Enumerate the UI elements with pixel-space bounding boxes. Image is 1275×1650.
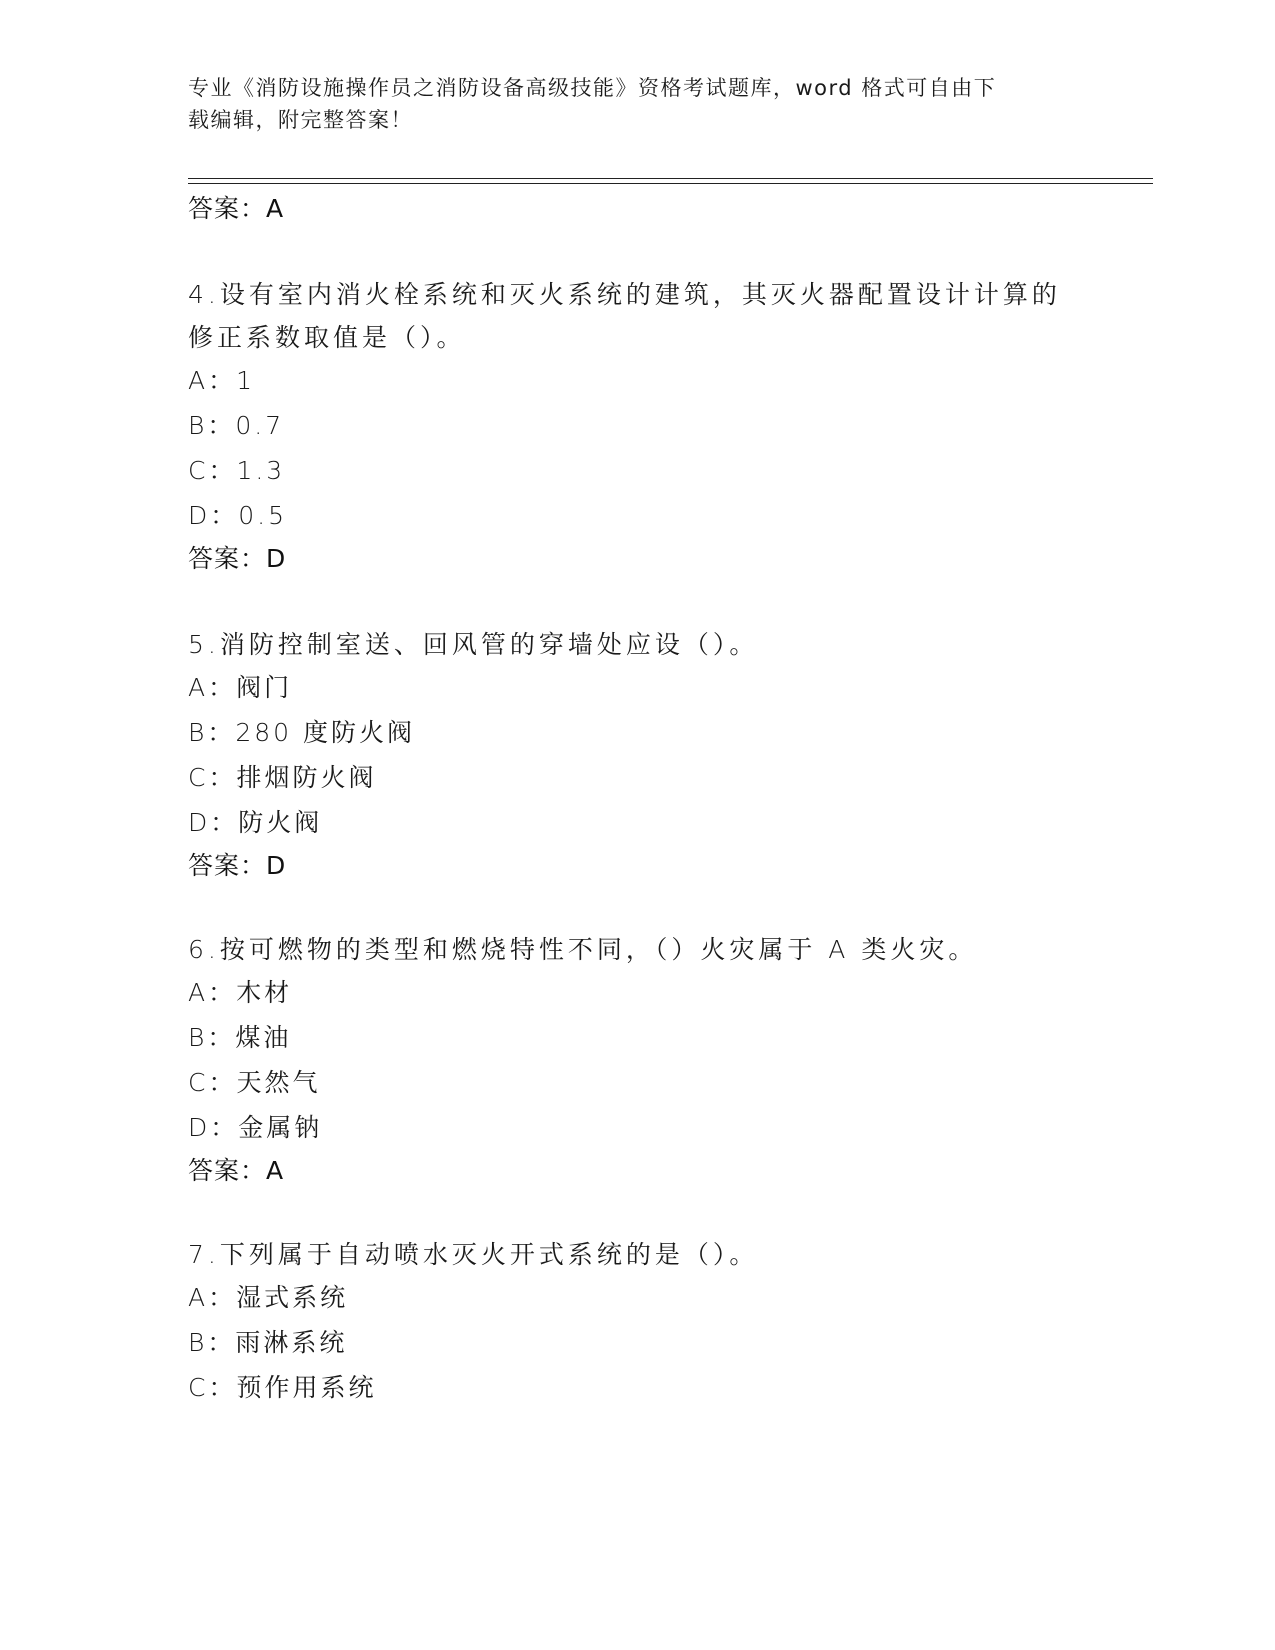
question-text: 5.消防控制室送、回风管的穿墙处应设（）。 [188,630,759,659]
option-c: C：天然气 [188,1068,321,1097]
answer-label: 答案：A [188,194,285,223]
header-divider-bottom [188,183,1153,184]
question-5 [188,622,1088,889]
option-d: D：金属钠 [188,1113,323,1142]
option-b: B：煤油 [188,1023,292,1052]
answer-label: 答案：D [188,851,287,880]
question-text: 4.设有室内消火栓系统和灭火系统的建筑，其灭火器配置设计计算的 [188,280,1061,309]
question-text-continued: 修正系数取值是（）。 [188,323,466,352]
option-b: B：0.7 [188,411,285,440]
option-a: A：湿式系统 [188,1283,349,1312]
option-c: C：1.3 [188,456,286,485]
question-6 [188,927,1088,1194]
question-4 [188,272,1088,582]
option-d: D：0.5 [188,501,288,530]
option-a: A：木材 [188,978,293,1007]
option-a: A：阀门 [188,673,293,702]
answer-label: 答案：D [188,544,287,573]
option-b: B：雨淋系统 [188,1328,348,1357]
option-b: B：280 度防火阀 [188,718,416,747]
header-divider-top [188,178,1153,179]
header-line-2: 载编辑，附完整答案！ [188,108,413,132]
question-text: 6.按可燃物的类型和燃烧特性不同，（）火灾属于 A 类火灾。 [188,935,978,964]
option-d: D：防火阀 [188,808,323,837]
header-line-1: 专业《消防设施操作员之消防设备高级技能》资格考试题库，word 格式可自由下 [188,76,997,100]
option-c: C：预作用系统 [188,1373,377,1402]
option-a: A：1 [188,366,256,395]
question-7 [188,1232,1088,1410]
answer-label: 答案：A [188,1156,285,1185]
document-header [188,72,1068,136]
option-c: C：排烟防火阀 [188,763,377,792]
previous-answer-block [188,186,1088,232]
question-text: 7.下列属于自动喷水灭火开式系统的是（）。 [188,1240,759,1269]
